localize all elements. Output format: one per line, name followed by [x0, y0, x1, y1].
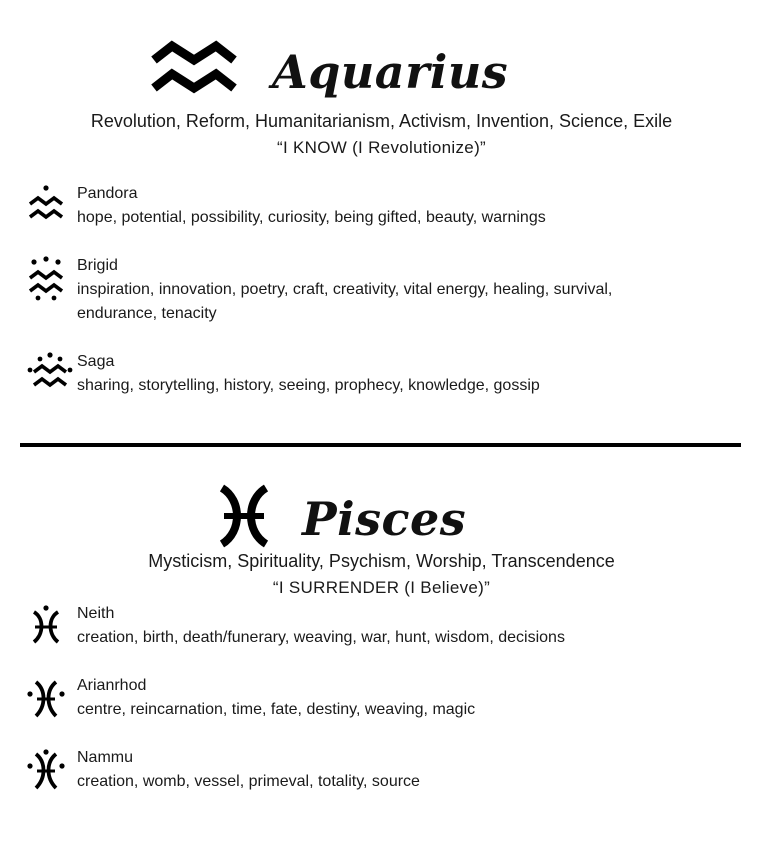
deity-description: hope, potential, possibility, curiosity, being gifted, beauty, warnings: [77, 209, 546, 226]
aquarius-heading: [148, 40, 508, 103]
deity-name: Saga: [77, 353, 115, 370]
pisces-one-dot-icon: [26, 604, 66, 649]
pisces-glyph-icon: [214, 484, 274, 553]
section-divider: [20, 443, 741, 447]
deity-description: creation, womb, vessel, primeval, totality, source: [77, 773, 420, 790]
deity-name: Neith: [77, 605, 115, 622]
aquarius-title: Aquarius: [272, 44, 509, 99]
pisces-title: Pisces: [302, 491, 467, 546]
aquarius-five-dot-icon: [26, 352, 74, 399]
deity-description: sharing, storytelling, history, seeing, prophecy, knowledge, gossip: [77, 377, 540, 394]
pisces-motto: “I SURRENDER (I Believe)”: [272, 578, 491, 597]
deity-name: Nammu: [77, 749, 134, 766]
deity-description: creation, birth, death/funerary, weaving, war, hunt, wisdom, decisions: [77, 629, 565, 646]
aquarius-motto: “I KNOW (I Revolutionize)”: [276, 138, 486, 157]
aquarius-three-dot-icon: [26, 256, 66, 307]
aquarius-glyph-icon: [148, 40, 240, 103]
pisces-heading: [214, 484, 466, 553]
deity-description: inspiration, innovation, poetry, craft, creativity, vital energy, healing, survival, endurance, tenacity: [77, 281, 613, 322]
pisces-three-dot-icon: [26, 748, 66, 797]
pisces-two-dot-icon: [26, 676, 66, 725]
pisces-keywords: Mysticism, Spirituality, Psychism, Worship, Transcendence: [148, 551, 615, 571]
deity-name: Brigid: [77, 257, 118, 274]
aquarius-keywords: Revolution, Reform, Humanitarianism, Activism, Invention, Science, Exile: [90, 111, 673, 131]
deity-description: centre, reincarnation, time, fate, destiny, weaving, magic: [77, 701, 476, 718]
aquarius-one-dot-icon: [26, 184, 66, 231]
deity-name: Pandora: [77, 185, 138, 202]
deity-name: Arianrhod: [77, 677, 147, 694]
